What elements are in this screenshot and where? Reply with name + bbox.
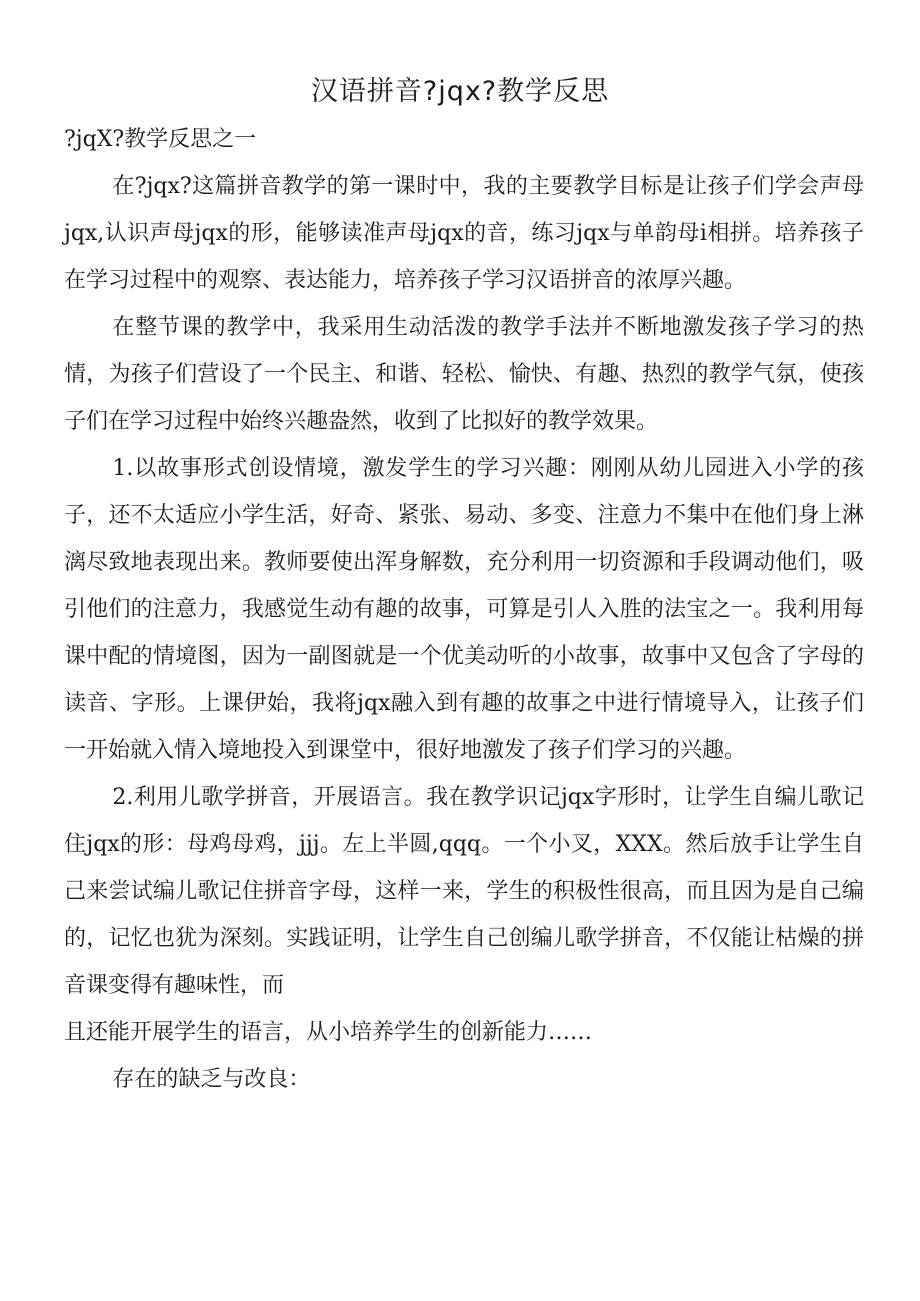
- paragraph-point-2: 2.利用儿歌学拼音，开展语言。我在教学识记jqx字形时，让学生自编儿歌记住jqx的形：母鸡母鸡，jjj。左上半圆,qqq。一个小叉，XXX。然后放手让学生自己来尝试编儿歌记住拼音字母，这样一来，学生的积极性很高，而且因为是自己编的，记忆也犹为深刻。实践证明，让学生自己创编儿歌学拼音，不仅能让枯燥的拼音课变得有趣味性，而: [64, 785, 864, 998]
- document-title: 汉语拼音?jqx?教学反思: [310, 76, 610, 107]
- paragraph-point-1: 1.以故事形式创设情境，激发学生的学习兴趣：刚刚从幼儿园进入小学的孩子，还不太适应小学生活，好奇、紧张、易动、多变、注意力不集中在他们身上淋漓尽致地表现出来。教师要使出浑身解数，充分利用一切资源和手段调动他们，吸引他们的注意力，我感觉生动有趣的故事，可算是引人入胜的法宝之一。我利用每课中配的情境图，因为一副图就是一个优美动听的小故事，故事中又包含了字母的读音、字形。上课伊始，我将jqx融入到有趣的故事之中进行情境导入，让孩子们一开始就入情入境地投入到课堂中，很好地激发了孩子们学习的兴趣。: [64, 456, 864, 763]
- document-subtitle: ?jqX?教学反思之一: [64, 127, 257, 152]
- paragraph-intro: 在?jqx?这篇拼音教学的第一课时中，我的主要教学目标是让孩子们学会声母jqx,认识声母jqx的形，能够读准声母jqx的音，练习jqx与单韵母i相拼。培养孩子在学习过程中的观察、表达能力，培养孩子学习汉语拼音的浓厚兴趣。: [64, 174, 864, 293]
- paragraph-shortcomings: 存在的缺乏与改良：: [112, 1067, 311, 1092]
- paragraph-continuation: 且还能开展学生的语言，从小培养学生的创新能力……: [64, 1020, 593, 1045]
- document-body: [64, 116, 864, 1103]
- paragraph-overview: 在整节课的教学中，我采用生动活泼的教学手法并不断地激发孩子学习的热情，为孩子们营设了一个民主、和谐、轻松、愉快、有趣、热烈的教学气氛，使孩子们在学习过程中始终兴趣盎然，收到了比拟好的教学效果。: [64, 315, 864, 434]
